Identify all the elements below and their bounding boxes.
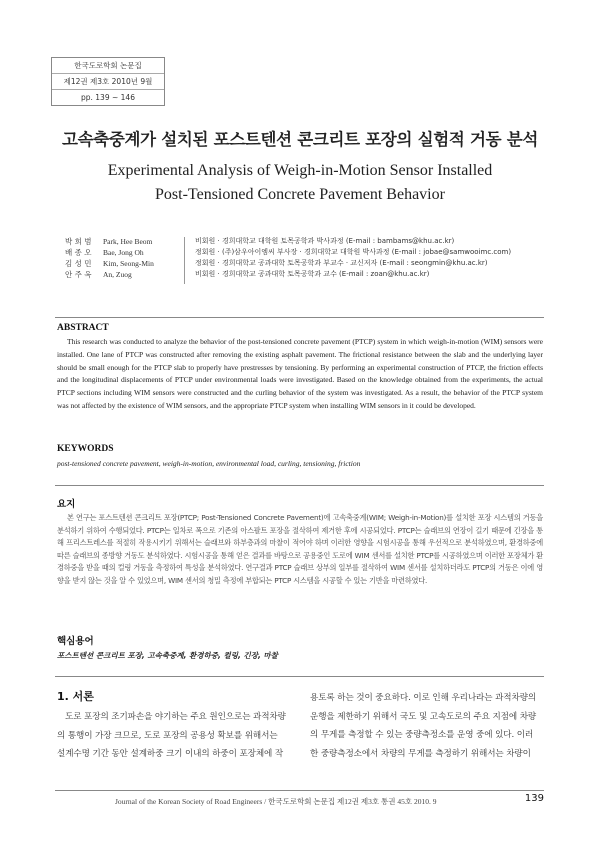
keywords-text: post-tensioned concrete pavement, weigh-in-motion, environmental load, curling, tensioning, friction — [57, 459, 361, 468]
journal-issue: 제12권 제3호 2010년 9월 — [52, 74, 164, 90]
author-name-en: Park, Hee Beom — [103, 237, 153, 246]
section-rule — [55, 317, 544, 318]
title-korean: 고속축중계가 설치된 포스트텐션 콘크리트 포장의 실험적 거동 분석 — [61, 130, 538, 149]
section-rule — [55, 676, 544, 677]
keywords-ko-text: 포스트텐션 콘크리트 포장, 고속축중계, 환경하중, 컬링, 긴장, 마찰 — [57, 651, 278, 660]
journal-name: 한국도로학회 논문집 — [52, 58, 164, 74]
keywords-ko-heading: 핵심용어 — [57, 636, 94, 647]
intro-right-line: 운행을 제한하기 위해서 국도 및 고속도로의 주요 지점에 차량 — [310, 711, 537, 722]
footer-rule — [55, 790, 544, 791]
footer-journal-text: Journal of the Korean Society of Road Engineers / 한국도로학회 논문집 제12권 제3호 통권 45호 2010. 9 — [115, 797, 437, 806]
author-affiliation: 비회원 · 경희대학교 공과대학 토목공학과 교수 (E-mail : zoan@khu.ac.kr) — [195, 270, 430, 278]
intro-left-column — [57, 708, 289, 764]
intro-right-line: 한 중량측정소에서 차량의 무게를 측정하기 위해서는 차량이 — [310, 748, 531, 759]
title-english-line2: Post-Tensioned Concrete Pavement Behavior — [155, 186, 445, 203]
title-english-line1: Experimental Analysis of Weigh-in-Motion Sensor Installed — [107, 162, 493, 179]
author-name-ko: 배 종 오 — [65, 248, 92, 257]
journal-pages: pp. 139 ~ 146 — [81, 93, 135, 102]
author-name-en: Kim, Seong-Min — [103, 259, 154, 268]
abstract-text: This research was conducted to analyze the behavior of the post-tensioned concrete pavement (PTCP) system in which weigh-in-motion (WIM) sensors were installed. One lane of PTCP was constructed after removing the existing asphalt pavement. The frictional resistance between the slab and the underlying layer should be small enough for the PTCP slab to properly have prestresses by tensioning. By performing an experimental construction of PTCP, the friction effects and the longitudinal displacements of PTCP under environmental loads were investigated. Based on the knowledge obtained from the experiments, the actual PTCP sections including WIM sensors were constructed and the curling behavior of the system was investigated. As a result, the behavior of the PTCP system was not affected by the existence of WIM sensors, and the appropriate PTCP system when installing WIM sensors in it could be developed. — [57, 337, 543, 410]
author-name-ko: 박 희 범 — [65, 237, 92, 246]
intro-left-line: 설계수명 기간 동안 설계하중 크기 이내의 하중이 포장체에 작 — [57, 749, 284, 759]
intro-right-column — [310, 689, 544, 763]
keywords-heading: KEYWORDS — [57, 444, 114, 454]
author-affiliation: 비회원 · 경희대학교 대학원 토목공학과 박사과정 (E-mail : bambams@khu.ac.kr) — [195, 237, 455, 245]
summary-ko-heading: 요지 — [57, 499, 76, 510]
author-name-ko: 김 성 민 — [65, 259, 92, 268]
intro-left-line: 도로 포장의 조기파손을 야기하는 주요 원인으로는 과적차량 — [65, 712, 286, 722]
author-divider — [184, 237, 185, 284]
abstract-heading: ABSTRACT — [57, 323, 109, 333]
summary-ko-text: 본 연구는 포스트텐션 콘크리트 포장(PTCP; Post-Tensioned Concrete Pavement)에 고속축중계(WIM; Weigh-in-Motion)를 설치한 포장 시스템의 거동을 분석하기 위하여 수행되었다. PTCP는 일차로 폭으로 기존의 아스팔트 포장을 절삭하여 제거한 후에 시공되었다. PTCP는 슬래브의 연장이 길기 때문에 긴장을 통해 프리스트레스를 적절히 작용시키기 위해서는 슬래브와 하부층과의 마찰이 적어야 하며 이러한 영향을 시험시공을 통해 우선적으로 분석하였으며, 환경하중에 따른 슬래브의 종방향 거동도 분석하였다. 시험시공을 통해 얻은 결과를 바탕으로 공용중인 도로에 WIM 센서를 설치한 PTCP를 시공하였으며 이러한 포장체가 환경하중을 받을 때의 컬링 거동을 측정하여 특성을 분석하였다. 연구결과 PTCP 슬래브 상부의 일부를 절삭하여 WIM 센서를 설치하더라도 PTCP의 거동은 이에 영향을 받지 않는 것을 알 수 있었으며, WIM 센서의 청밀 측정에 부합되는 PTCP 시스템을 시공할 수 있는 기반을 마련하였다. — [57, 513, 543, 585]
author-affiliation: 정회원 · 경희대학교 공과대학 토목공학과 부교수 · 교신저자 (E-mail : seongmin@khu.ac.kr) — [195, 259, 488, 267]
author-name-en: Bae, Jong Oh — [103, 248, 144, 257]
author-name-en: An, Zuog — [103, 270, 132, 279]
page-footer — [55, 793, 544, 809]
author-name-ko: 안 주 옥 — [65, 270, 92, 279]
intro-right-line: 용토록 하는 것이 중요하다. 이로 인해 우리나라는 과적차량의 — [310, 693, 537, 703]
section-rule — [55, 485, 544, 486]
intro-left-line: 의 통행이 가장 크므로, 도로 포장의 공용성 확보를 위해서는 — [57, 730, 278, 741]
intro-heading: 1. 서론 — [57, 690, 94, 703]
page-number: 139 — [524, 793, 544, 804]
author-affiliation: 정회원 · (주)삼우아이엠씨 부사장 · 경희대학교 대학원 박사과정 (E-mail : jobae@samwooimc.com) — [195, 248, 512, 256]
journal-info-box — [51, 57, 165, 106]
intro-right-line: 의 무게를 측정할 수 있는 중량측정소를 운영 중에 있다. 이러 — [310, 730, 534, 740]
